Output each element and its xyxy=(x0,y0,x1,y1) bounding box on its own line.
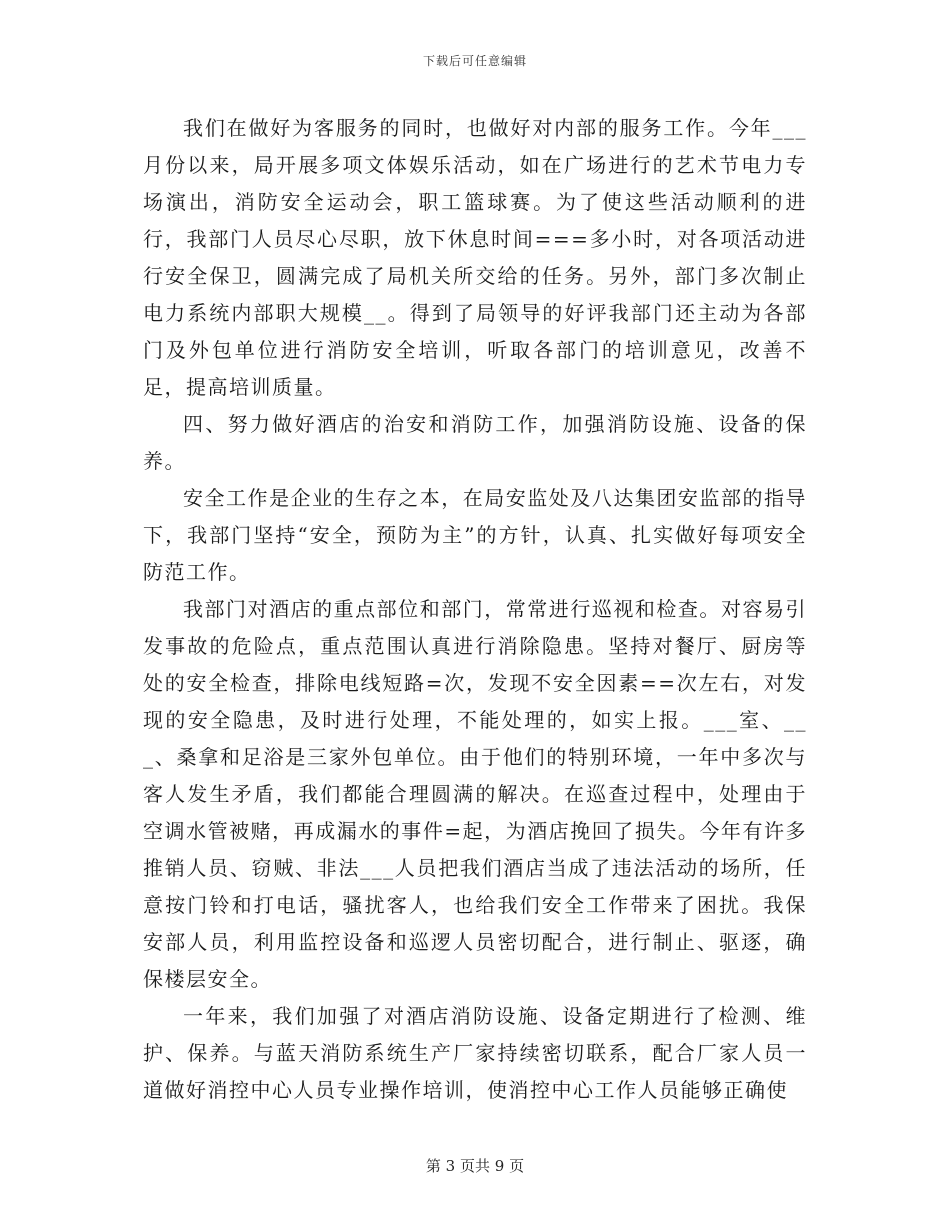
paragraph-section-four-heading: 四、努力做好酒店的治安和消防工作，加强消防设施、设备的保养。 xyxy=(143,412,807,473)
paragraph-inspection: 我部门对酒店的重点部位和部门，常常进行巡视和检查。对容易引发事故的危险点，重点范围认真进行消除隐患。坚持对餐厅、厨房等处的安全检查，排除电线短路=次，发现不安全因素==次左右，对发现的安全隐患，及时进行处理，不能处理的，如实上报。___室、___、桑拿和足浴是三家外包单位。由于他们的特别环境，一年中多次与客人发生矛盾，我们都能合理圆满的解决。在巡查过程中，处理由于空调水管被赌，再成漏水的事件=起，为酒店挽回了损失。今年有许多推销人员、窃贼、非法___人员把我们酒店当成了违法活动的场所，任意按门铃和打电话，骚扰客人，也给我们安全工作带来了困扰。我保安部人员，利用监控设备和巡逻人员密切配合，进行制止、驱逐，确保楼层安全。 xyxy=(143,597,807,991)
page-number: 第 3 页共 9 页 xyxy=(425,1157,525,1175)
paragraph-internal-service: 我们在做好为客服务的同时，也做好对内部的服务工作。今年___月份以来，局开展多项文体娱乐活动，如在广场进行的艺术节电力专场演出，消防安全运动会，职工篮球赛。为了使这些活动顺利的进行，我部门人员尽心尽职，放下休息时间===多小时，对各项活动进行安全保卫，圆满完成了局机关所交给的任务。另外，部门多次制止电力系统内部职大规模__。得到了局领导的好评我部门还主动为各部门及外包单位进行消防安全培训，听取各部门的培训意见，改善不足，提高培训质量。 xyxy=(143,116,807,399)
paragraph-fire-equipment: 一年来，我们加强了对酒店消防设施、设备定期进行了检测、维护、保养。与蓝天消防系统生产厂家持续密切联系，配合厂家人员一道做好消控中心人员专业操作培训，使消控中心工作人员能够正确使 xyxy=(143,1004,807,1102)
document-body xyxy=(143,110,807,1109)
paragraph-safety-principle: 安全工作是企业的生存之本，在局安监处及八达集团安监部的指导下，我部门坚持“安全，预防为主”的方针，认真、扎实做好每项安全防范工作。 xyxy=(143,486,807,584)
page-header: 下载后可任意编辑 xyxy=(422,54,527,68)
